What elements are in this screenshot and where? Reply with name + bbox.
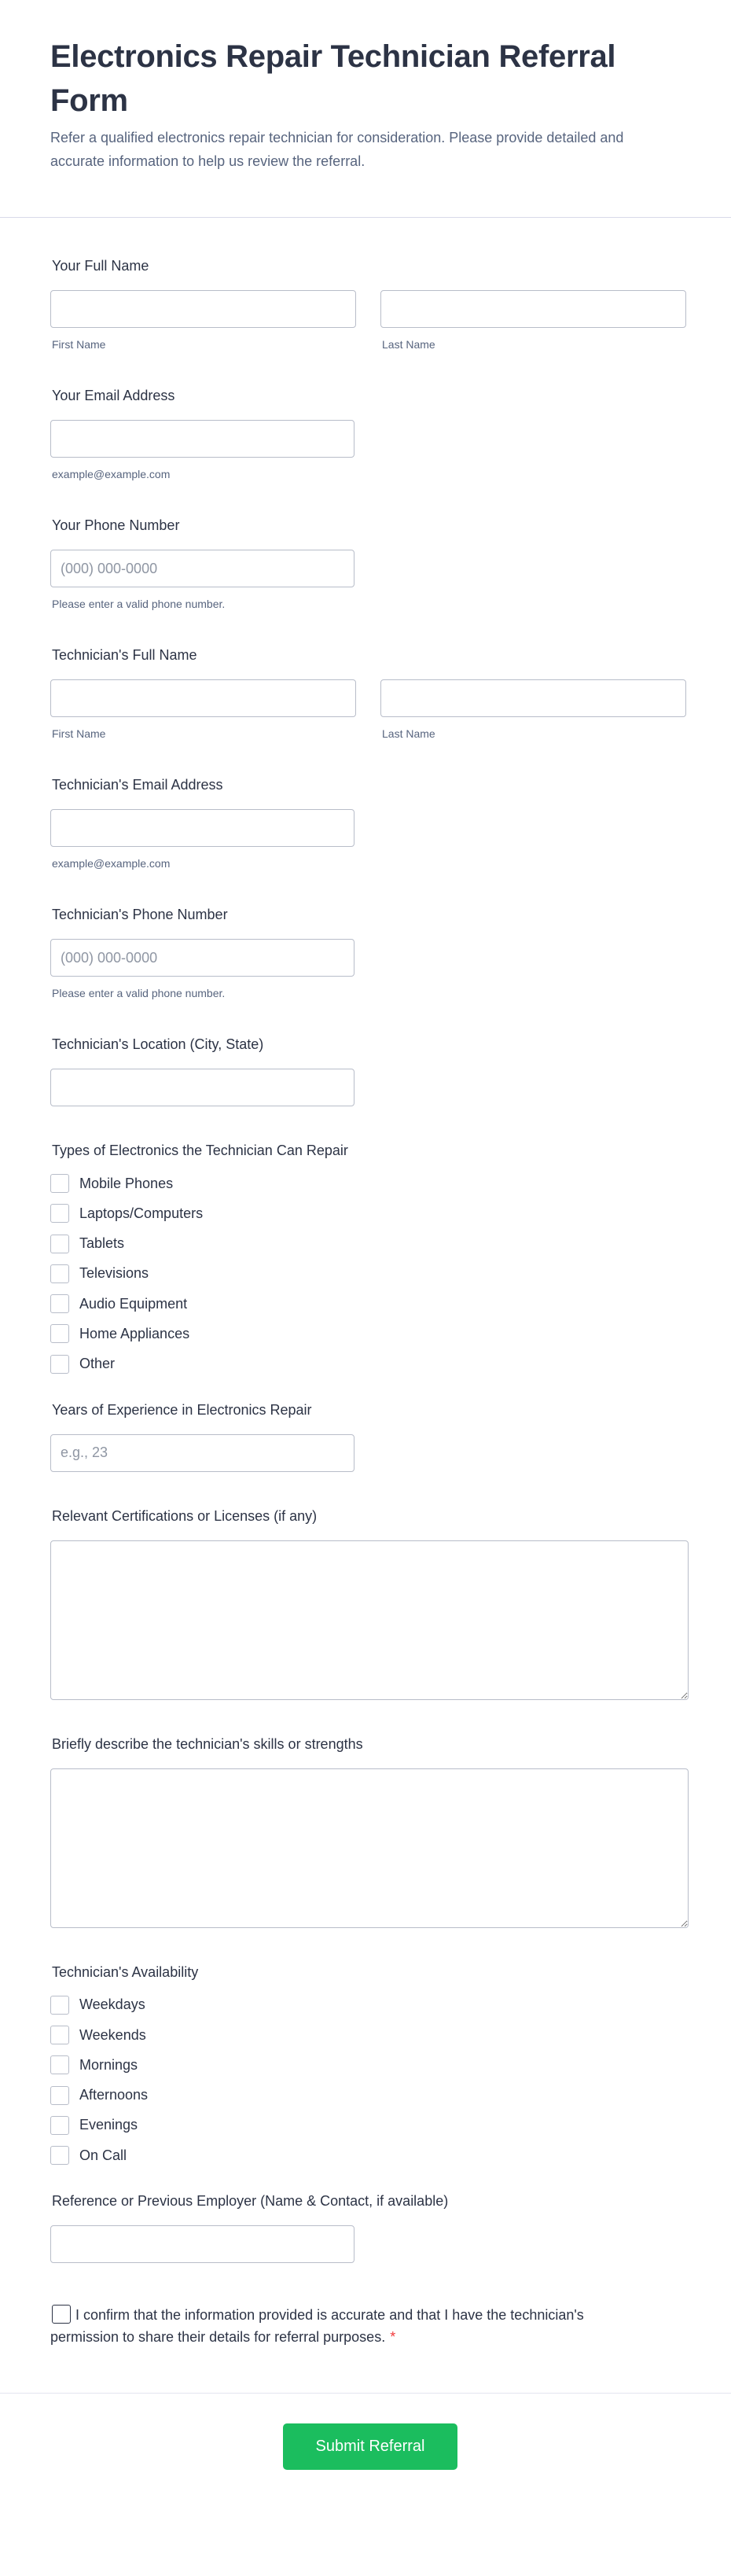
tech-name-field bbox=[50, 646, 689, 741]
checkbox-label: Televisions bbox=[79, 1265, 149, 1282]
reference-label: Reference or Previous Employer (Name & Contact, if available) bbox=[52, 2193, 449, 2210]
checkbox-box[interactable] bbox=[50, 2026, 69, 2044]
checkbox-label: Audio Equipment bbox=[79, 1295, 188, 1312]
checkbox-laptops-computers[interactable] bbox=[50, 1204, 689, 1223]
tech-last-name-sublabel: Last Name bbox=[382, 727, 435, 740]
form-header bbox=[0, 0, 731, 218]
tech-location-field bbox=[50, 1035, 689, 1106]
checkbox-evenings[interactable] bbox=[50, 2116, 689, 2135]
your-first-name-input[interactable] bbox=[50, 290, 356, 328]
tech-first-name-input[interactable] bbox=[50, 679, 356, 717]
checkbox-afternoons[interactable] bbox=[50, 2086, 689, 2105]
your-phone-field bbox=[50, 516, 689, 611]
your-name-label: Your Full Name bbox=[52, 258, 149, 274]
checkbox-televisions[interactable] bbox=[50, 1264, 689, 1283]
checkbox-label: Weekdays bbox=[79, 1996, 145, 2013]
consent-field bbox=[50, 2304, 648, 2348]
experience-input[interactable] bbox=[50, 1434, 354, 1472]
your-email-input[interactable] bbox=[50, 420, 354, 458]
checkbox-label: Home Appliances bbox=[79, 1325, 190, 1341]
checkbox-box[interactable] bbox=[50, 1174, 69, 1193]
tech-location-input[interactable] bbox=[50, 1069, 354, 1106]
your-last-name-input[interactable] bbox=[380, 290, 686, 328]
reference-field bbox=[50, 2191, 689, 2263]
tech-first-name-sublabel: First Name bbox=[52, 727, 106, 740]
tech-last-name-input[interactable] bbox=[380, 679, 686, 717]
availability-options bbox=[50, 1996, 689, 2165]
checkbox-box[interactable] bbox=[50, 2086, 69, 2105]
checkbox-weekends[interactable] bbox=[50, 2026, 689, 2044]
electronics-types-field bbox=[50, 1141, 689, 1374]
checkbox-home-appliances[interactable] bbox=[50, 1324, 689, 1343]
electronics-types-options bbox=[50, 1174, 689, 1374]
checkbox-box[interactable] bbox=[50, 2116, 69, 2135]
checkbox-box[interactable] bbox=[50, 1204, 69, 1223]
checkbox-weekdays[interactable] bbox=[50, 1996, 689, 2015]
page-title: Electronics Repair Technician Referral Form bbox=[50, 39, 616, 118]
tech-email-label: Technician's Email Address bbox=[52, 777, 223, 793]
checkbox-box[interactable] bbox=[50, 1355, 69, 1374]
skills-label: Briefly describe the technician's skills or strengths bbox=[52, 1735, 363, 1752]
certifications-textarea[interactable] bbox=[50, 1540, 689, 1700]
your-phone-label: Your Phone Number bbox=[52, 517, 180, 533]
tech-phone-sublabel: Please enter a valid phone number. bbox=[52, 987, 226, 999]
submit-referral-button[interactable]: Submit Referral bbox=[283, 2423, 457, 2470]
your-phone-input[interactable] bbox=[50, 550, 354, 587]
checkbox-box[interactable] bbox=[50, 1264, 69, 1283]
checkbox-mobile-phones[interactable] bbox=[50, 1174, 689, 1193]
checkbox-box[interactable] bbox=[50, 2055, 69, 2074]
checkbox-label: Mobile Phones bbox=[79, 1175, 174, 1191]
checkbox-label: Tablets bbox=[79, 1235, 125, 1252]
checkbox-label: Weekends bbox=[79, 2026, 146, 2043]
skills-textarea[interactable] bbox=[50, 1768, 689, 1928]
consent-checkbox[interactable] bbox=[52, 2305, 71, 2324]
checkbox-tablets[interactable] bbox=[50, 1235, 689, 1253]
tech-phone-input[interactable] bbox=[50, 939, 354, 977]
form-footer bbox=[0, 2393, 731, 2508]
checkbox-label: Afternoons bbox=[79, 2087, 149, 2103]
your-last-name-sublabel: Last Name bbox=[382, 338, 435, 351]
checkbox-box[interactable] bbox=[50, 1294, 69, 1313]
checkbox-box[interactable] bbox=[50, 1996, 69, 2015]
tech-email-sublabel: example@example.com bbox=[52, 857, 171, 870]
checkbox-box[interactable] bbox=[50, 2146, 69, 2165]
consent-text: I confirm that the information provided is accurate and that I have the technician's permission to share their details for referral purposes. bbox=[50, 2307, 584, 2346]
certifications-label: Relevant Certifications or Licenses (if any) bbox=[52, 1507, 318, 1524]
checkbox-on-call[interactable] bbox=[50, 2146, 689, 2165]
availability-field bbox=[50, 1963, 689, 2165]
availability-label: Technician's Availability bbox=[52, 1963, 199, 1980]
checkbox-audio-equipment[interactable] bbox=[50, 1294, 689, 1313]
your-email-label: Your Email Address bbox=[52, 388, 175, 403]
skills-field bbox=[50, 1735, 689, 1928]
tech-phone-field bbox=[50, 905, 689, 1000]
your-first-name-sublabel: First Name bbox=[52, 338, 106, 351]
experience-label: Years of Experience in Electronics Repair bbox=[52, 1401, 312, 1418]
checkbox-label: Evenings bbox=[79, 2117, 138, 2133]
tech-email-input[interactable] bbox=[50, 809, 354, 847]
checkbox-mornings[interactable] bbox=[50, 2055, 689, 2074]
checkbox-box[interactable] bbox=[50, 1324, 69, 1343]
checkbox-box[interactable] bbox=[50, 1235, 69, 1253]
your-email-sublabel: example@example.com bbox=[52, 468, 171, 480]
reference-input[interactable] bbox=[50, 2225, 354, 2263]
tech-location-label: Technician's Location (City, State) bbox=[52, 1036, 264, 1052]
checkbox-label: Mornings bbox=[79, 2056, 138, 2073]
your-phone-sublabel: Please enter a valid phone number. bbox=[52, 598, 226, 610]
referral-form bbox=[0, 256, 731, 2348]
checkbox-label: Other bbox=[79, 1356, 116, 1372]
page-subtitle: Refer a qualified electronics repair technician for consideration. Please provide detailed and accurate information to help us review the referral. bbox=[50, 130, 624, 169]
tech-name-label: Technician's Full Name bbox=[52, 647, 197, 663]
your-name-field bbox=[50, 256, 689, 351]
checkbox-other[interactable] bbox=[50, 1355, 689, 1374]
certifications-field bbox=[50, 1507, 689, 1700]
your-email-field bbox=[50, 386, 689, 481]
checkbox-label: Laptops/Computers bbox=[79, 1205, 204, 1221]
electronics-types-label: Types of Electronics the Technician Can Repair bbox=[52, 1143, 348, 1158]
checkbox-label: On Call bbox=[79, 2147, 127, 2163]
required-asterisk: * bbox=[390, 2329, 396, 2346]
tech-email-field bbox=[50, 775, 689, 870]
experience-field bbox=[50, 1400, 689, 1472]
tech-phone-label: Technician's Phone Number bbox=[52, 907, 228, 922]
